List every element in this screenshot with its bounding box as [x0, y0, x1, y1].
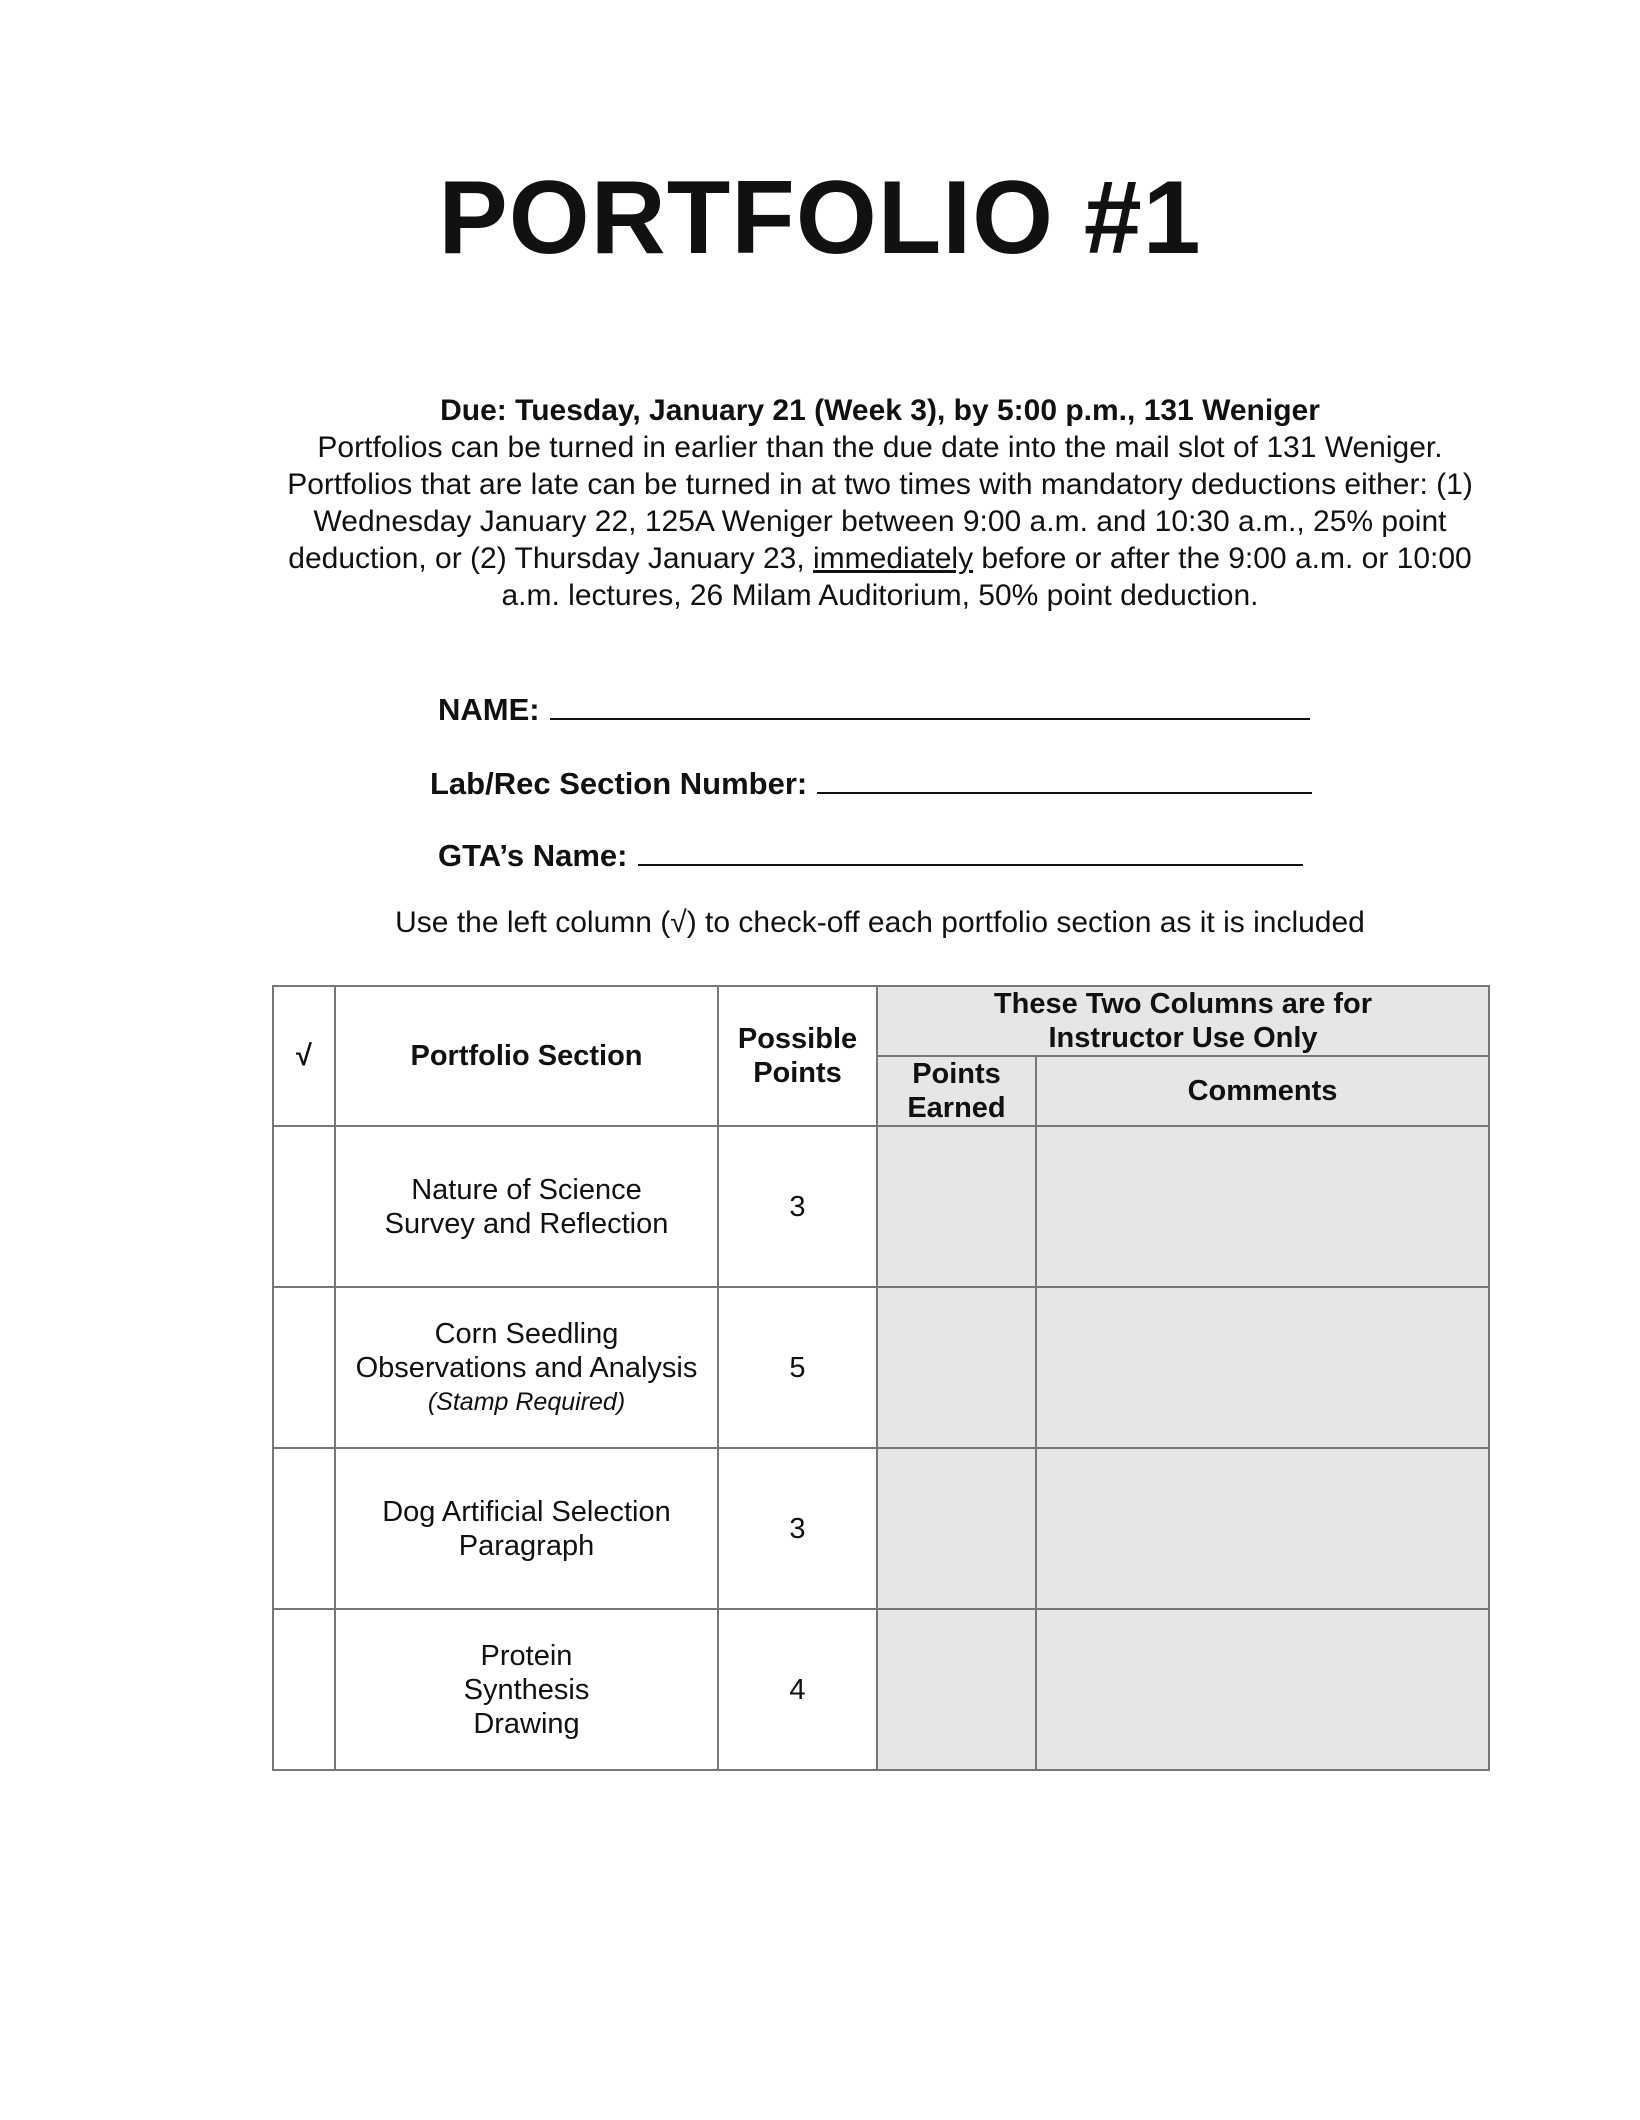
gta-name-field[interactable]: [438, 834, 1303, 874]
due-details: [280, 429, 1480, 614]
table-row: [273, 1287, 1489, 1448]
comments-cell[interactable]: [1036, 1126, 1489, 1287]
points-earned-cell[interactable]: [877, 1287, 1036, 1448]
section-number-label: Lab/Rec Section Number:: [430, 766, 808, 801]
section-name-cell: Protein Synthesis Drawing: [335, 1609, 718, 1770]
comments-header: Comments: [1036, 1056, 1489, 1126]
possible-points-header: Possible Points: [718, 986, 877, 1126]
gta-name-blank-line[interactable]: [638, 834, 1303, 866]
section-name-cell: [335, 1287, 718, 1448]
check-cell[interactable]: [273, 1287, 335, 1448]
points-earned-cell[interactable]: [877, 1448, 1036, 1609]
portfolio-section-header: Portfolio Section: [335, 986, 718, 1126]
comments-cell[interactable]: [1036, 1609, 1489, 1770]
name-blank-line[interactable]: [550, 688, 1310, 720]
check-cell[interactable]: [273, 1448, 335, 1609]
checkoff-instruction: Use the left column (√) to check-off each portfolio section as it is included: [395, 906, 1365, 939]
possible-points-cell: 4: [718, 1609, 877, 1770]
check-cell[interactable]: [273, 1609, 335, 1770]
section-number-field[interactable]: [430, 762, 1312, 802]
comments-cell[interactable]: [1036, 1287, 1489, 1448]
due-date-heading: Due: Tuesday, January 21 (Week 3), by 5:00 p.m., 131 Weniger: [440, 394, 1320, 427]
section-name-text: Corn Seedling Observations and Analysis: [355, 1317, 698, 1384]
possible-points-cell: 5: [718, 1287, 877, 1448]
possible-points-cell: 3: [718, 1448, 877, 1609]
name-label: NAME:: [438, 692, 540, 727]
section-name-cell: Nature of Science Survey and Reflection: [335, 1126, 718, 1287]
points-earned-header: Points Earned: [877, 1056, 1036, 1126]
table-row: [273, 1126, 1489, 1287]
due-details-text-1: Portfolios can be turned in earlier than the due date into the mail slot of 131 Weniger. Portfolios that are late can be turned in at two times with mandatory deductions either: (1) Wednesday January 22, 125A Weniger between 9:00 a.m. and 10:30 a.m., 25% point deduction, or (2) Thursday January 23,: [287, 431, 1473, 575]
due-instructions: [280, 392, 1480, 614]
section-number-blank-line[interactable]: [817, 762, 1312, 794]
table-row: [273, 1609, 1489, 1770]
instructor-use-header: These Two Columns are for Instructor Use Only: [877, 986, 1489, 1056]
name-field[interactable]: [438, 688, 1310, 728]
due-details-text-2: before or after the 9:00 a.m. or 10:00 a.m. lectures, 26 Milam Auditorium, 50% point deduction.: [501, 542, 1472, 612]
page-title: PORTFOLIO #1: [438, 160, 1202, 276]
possible-points-cell: 3: [718, 1126, 877, 1287]
stamp-required-note: (Stamp Required): [427, 1387, 626, 1416]
due-details-emphasis: immediately: [813, 542, 974, 575]
gta-name-label: GTA’s Name:: [438, 838, 628, 873]
portfolio-table: [272, 985, 1490, 1771]
section-name-cell: Dog Artificial Selection Paragraph: [335, 1448, 718, 1609]
points-earned-cell[interactable]: [877, 1126, 1036, 1287]
table-row: [273, 1448, 1489, 1609]
check-column-header: √: [273, 986, 335, 1126]
check-cell[interactable]: [273, 1126, 335, 1287]
points-earned-cell[interactable]: [877, 1609, 1036, 1770]
comments-cell[interactable]: [1036, 1448, 1489, 1609]
